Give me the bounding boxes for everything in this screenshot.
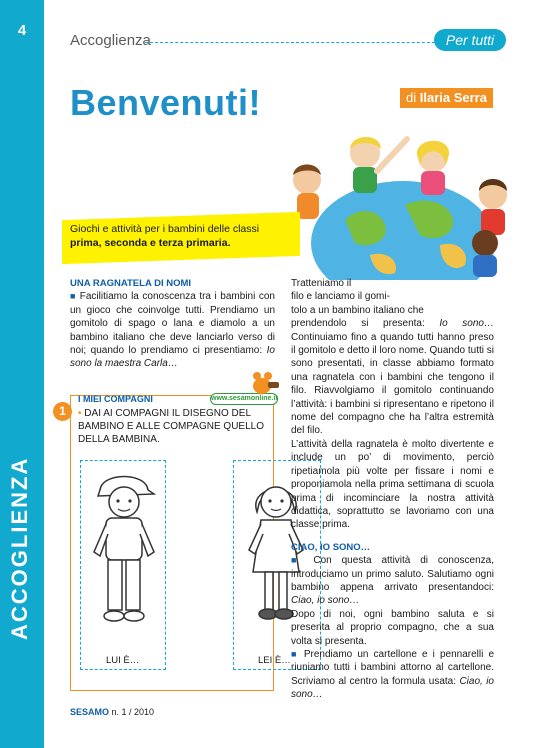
- footer: [70, 707, 154, 717]
- paragraph-4: Dopo di noi, ogni bambino saluta e si presenta al proprio compagno, che a sua volta si presenta.: [291, 608, 494, 647]
- header-divider: [145, 42, 445, 43]
- footer-issue: n. 1 / 2010: [111, 707, 155, 717]
- boy-drawing: [92, 468, 156, 638]
- section-name: Accoglienza: [70, 32, 151, 49]
- paragraph-ragnatela: ■ Facilitiamo la conoscenza tra i bambini con un gioco che coinvolge tutti. Prendiamo un gomitolo di spago o lana e diamolo a un bambino italiano che deve lanciarlo verso di noi; quando lo prendiamo ci presentiamo: Io sono la maestra Carla…: [70, 291, 275, 370]
- paragraph-1: Tratteniamo il filo e lanciamo il gomi- tolo a un bambino italiano che prendendolo si presenta: Io sono… Continuiamo fino a quando tutti hanno preso il gomitolo e detto il loro nome. Quando tutti si sono presentati, in classe abbiamo formato una ragnatela con i bambini che tengono il filo. Riavvolgiamo il gomitolo continuando l’attività: i bambini si ripresentano e ripetono il nome del compagno che ha l’altra estremità del filo.: [291, 278, 494, 437]
- mascot-icon: [246, 370, 280, 396]
- label-boy: LUI È…: [106, 655, 140, 666]
- square-bullet-icon: ■: [291, 648, 299, 659]
- author-tag: [400, 88, 493, 108]
- intro-text: [70, 222, 290, 250]
- heading-ragnatela: UNA RAGNATELA DI NOMI: [70, 278, 192, 289]
- right-column: [291, 277, 494, 702]
- page-number: 4: [17, 22, 27, 39]
- footer-magazine: SESAMO: [70, 707, 110, 717]
- intro-line-2: prima, seconda e terza primaria.: [70, 237, 231, 249]
- left-column: [70, 277, 275, 371]
- label-girl: LEI È…: [258, 655, 291, 666]
- activity-instruction: • DAI AI COMPAGNI IL DISEGNO DEL BAMBINO E ALLE COMPAGNE QUELLO DELLA BAMBINA.: [78, 408, 264, 445]
- activity-number: 1: [53, 402, 72, 421]
- intro-line-1: Giochi e attività per i bambini delle classi: [70, 223, 260, 235]
- bullet-dot-icon: •: [78, 408, 82, 419]
- page-title: Benvenuti!: [70, 82, 262, 123]
- globe-children-illustration: [285, 125, 520, 280]
- sidebar-label: ACCOGLIENZA: [7, 456, 32, 640]
- author-name: Ilaria Serra: [419, 90, 487, 105]
- paragraph-5: ■ Prendiamo un cartellone e i pennarelli e riuniamo tutti i bambini attorno al cartellone. Scriviamo al centro la formula usata: Ciao, io sono…: [291, 648, 495, 701]
- square-bullet-icon: ■: [291, 555, 304, 566]
- paragraph-3: ■ Con questa attività di conoscenza, introduciamo un primo saluto. Salutiamo ogni bambino appena arrivato presentandoci: Ciao, io sono…: [291, 555, 494, 607]
- paragraph-2: L’attività della ragnatela è molto divertente e include un po’ di movimento, perciò ripetiamola più volte per fissare i nomi e proponiamola nella prima settimana di scuola prima di incominciare la nostra attività didattica, soprattutto se lavoriamo con una classe prima.: [291, 438, 494, 531]
- audience-badge: Per tutti: [434, 29, 506, 51]
- heading-ciao: CIAO, IO SONO…: [291, 541, 371, 553]
- website-link[interactable]: www.sesamonline.it: [210, 393, 278, 405]
- activity-title: I MIEI COMPAGNI: [78, 394, 153, 404]
- author-prefix: di: [406, 90, 417, 105]
- square-bullet-icon: ■: [70, 291, 77, 302]
